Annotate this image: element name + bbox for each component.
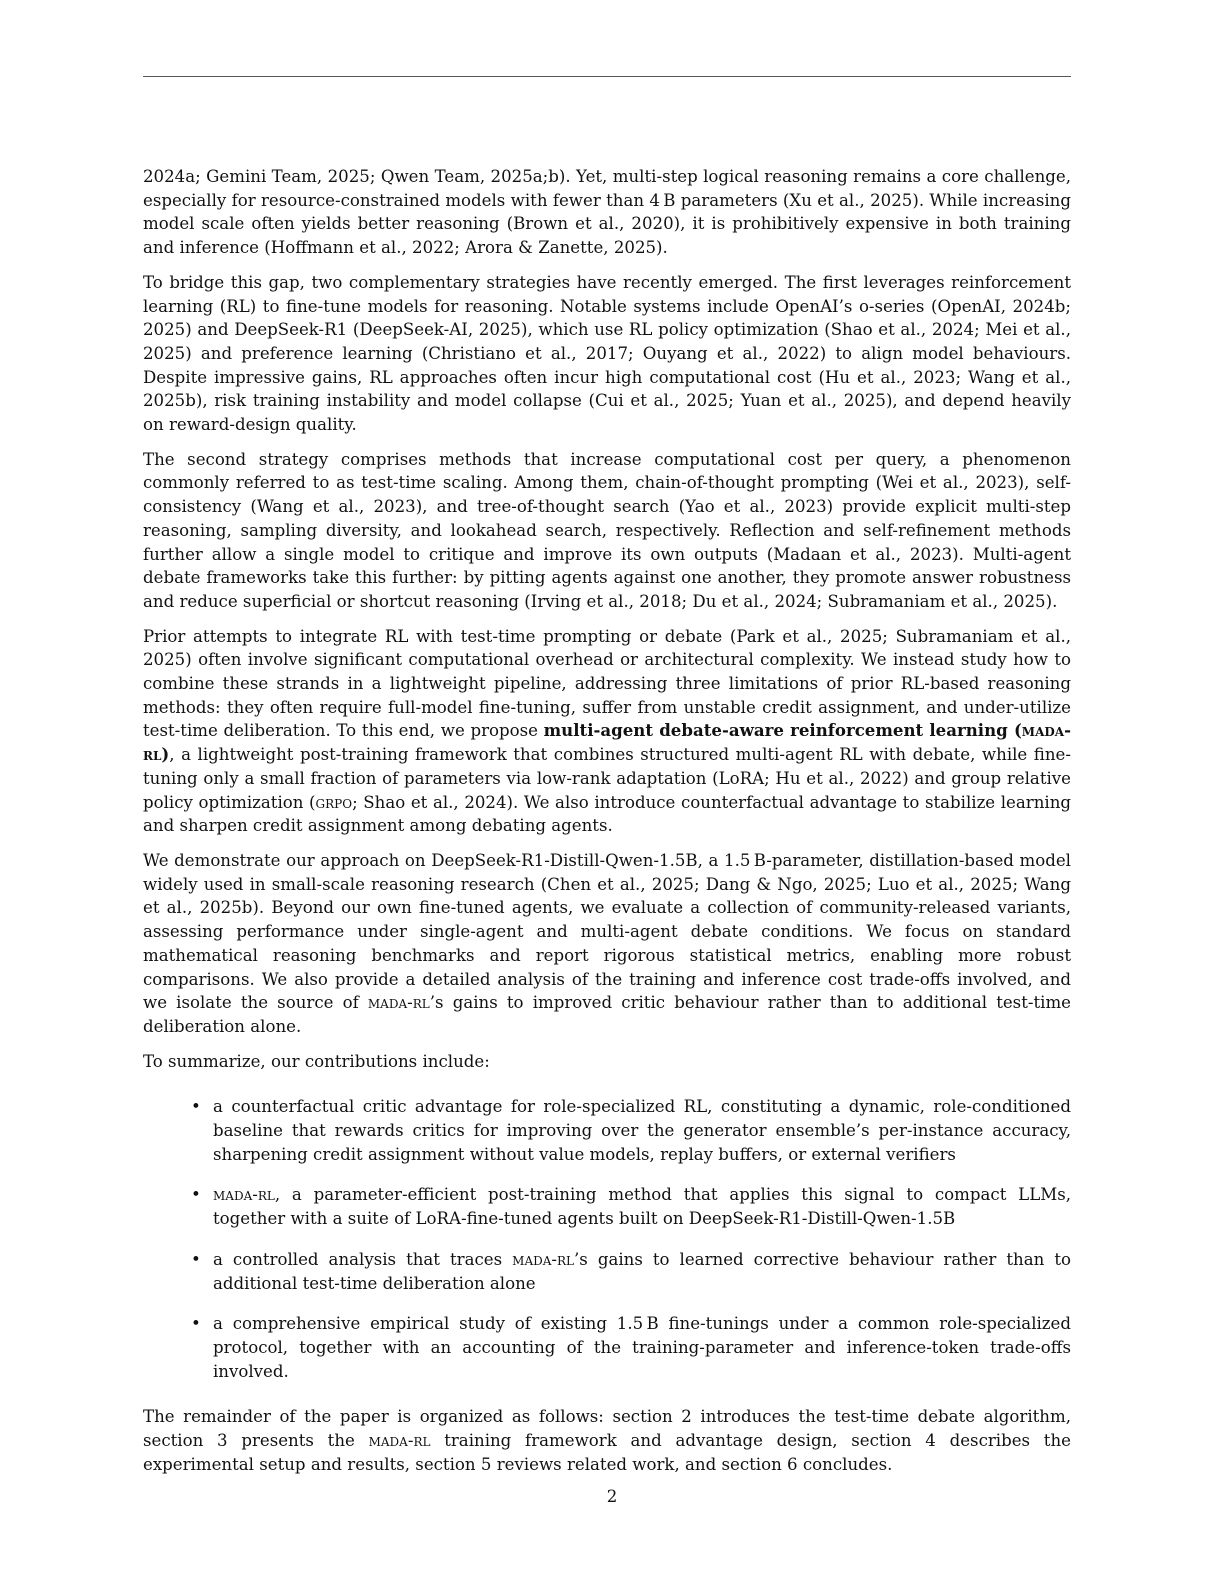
text-run: a controlled analysis that traces bbox=[213, 1249, 513, 1269]
paragraph-2 bbox=[143, 271, 1071, 437]
paragraph-4 bbox=[143, 625, 1071, 838]
header-rule bbox=[143, 76, 1071, 77]
text-run: To summarize, our contributions include: bbox=[143, 1051, 490, 1071]
text-run: To bridge this gap, two complementary strategies have recently emerged. The first leverages reinforcement learning (RL) to fine-tune models for reasoning. Notable systems include OpenAI’s o-series (OpenAI, 2024b; 2025) and DeepSeek-R1 (DeepSeek-AI, 2025), which use RL policy optimization (Shao et al., 2024; Mei et al., 2025) and preference learning (Christiano et al., 2017; Ouyang et al., 2022) to align model behaviours. Despite impressive gains, RL approaches often incur high computational cost (Hu et al., 2023; Wang et al., 2025b), risk training instability and model collapse (Cui et al., 2025; Yuan et al., 2025), and depend heavily on reward-design quality. bbox=[143, 272, 1071, 435]
closing-paragraph bbox=[143, 1405, 1071, 1476]
list-item bbox=[213, 1312, 1071, 1383]
list-item bbox=[213, 1248, 1071, 1295]
paragraph-3 bbox=[143, 448, 1071, 614]
text-run: The second strategy comprises methods that increase computational cost per query, a phenomenon commonly referred to as test-time scaling. Among them, chain-of-thought prompting (Wei et al., 2023), self-consistency (Wang et al., 2023), and tree-of-thought search (Yao et al., 2023) provide explicit multi-step reasoning, sampling diversity, and lookahead search, respectively. Reflection and self-refinement methods further allow a single model to critique and improve its own outputs (Madaan et al., 2023). Multi-agent debate frameworks take this further: by pitting agents against one another, they promote answer robustness and reduce superficial or shortcut reasoning (Irving et al., 2018; Du et al., 2024; Subramaniam et al., 2025). bbox=[143, 449, 1071, 611]
contributions-list bbox=[143, 1095, 1071, 1383]
text-run: , a lightweight post-training framework that combines structured multi-agent RL with debate, while fine-tuning only a small fraction of parameters via low-rank adaptation (LoRA; Hu et al., 2022) and group relative policy optimization ( bbox=[143, 745, 1071, 812]
text-run: mada-rl bbox=[143, 720, 1071, 765]
text-run: multi-agent debate-aware reinforcement learning ( bbox=[543, 720, 1022, 741]
body-text bbox=[143, 165, 1071, 1487]
text-run: a comprehensive empirical study of existing 1.5 B fine-tunings under a common role-specialized protocol, together with an accounting of the training-parameter and inference-token trade-offs involved. bbox=[213, 1314, 1071, 1381]
text-run: mada-rl bbox=[368, 1431, 431, 1451]
text-run: mada-rl bbox=[213, 1185, 275, 1205]
text-run: ; Shao et al., 2024). We also introduce counterfactual advantage to stabilize learning and sharpen credit assignment among debating agents. bbox=[143, 792, 1072, 836]
page-number: 2 bbox=[606, 1487, 618, 1506]
text-run: We demonstrate our approach on DeepSeek-R1-Distill-Qwen-1.5B, a 1.5 B-parameter, distillation-based model widely used in small-scale reasoning research (Chen et al., 2025; Dang & Ngo, 2025; Luo et al., 2025; Wang et al., 2025b). Beyond our own fine-tuned agents, we evaluate a collection of community-released variants, assessing performance under single-agent and multi-agent debate conditions. We focus on standard mathematical reasoning benchmarks and report rigorous statistical metrics, enabling more robust comparisons. We also provide a detailed analysis of the training and inference cost trade-offs involved, and we isolate the source of bbox=[143, 850, 1071, 1013]
list-item bbox=[213, 1095, 1071, 1166]
text-run: training framework and advantage design, section 4 describes the experimental setup and results, section 5 reviews related work, and section 6 concludes. bbox=[143, 1431, 1071, 1474]
text-run: a counterfactual critic advantage for role-specialized RL, constituting a dynamic, role-conditioned baseline that rewards critics for improving over the generator ensemble’s per-instance accuracy, sharpening credit assignment without value models, replay buffers, or external verifiers bbox=[213, 1097, 1071, 1164]
text-run: ’s gains to learned corrective behaviour rather than to additional test-time deliberation alone bbox=[213, 1249, 1072, 1293]
text-run: mada-rl bbox=[367, 993, 430, 1013]
paragraph-1 bbox=[143, 165, 1071, 260]
text-run: ’s gains to improved critic behaviour rather than to additional test-time deliberation alone. bbox=[143, 993, 1071, 1036]
text-run: The remainder of the paper is organized as follows: section 2 introduces the test-time debate algorithm, section 3 presents the bbox=[143, 1407, 1071, 1451]
list-item bbox=[213, 1183, 1071, 1230]
text-run: Prior attempts to integrate RL with test-time prompting or debate (Park et al., 2025; Subramaniam et al., 2025) often involve significant computational overhead or architectural complexity. We instead study how to combine these strands in a lightweight pipeline, addressing three limitations of prior RL-based reasoning methods: they often require full-model fine-tuning, suffer from unstable credit assignment, and under-utilize test-time deliberation. To this end, we propose bbox=[143, 626, 1071, 741]
paragraph-6 bbox=[143, 1050, 1071, 1074]
paragraph-5 bbox=[143, 849, 1071, 1039]
text-run: 2024a; Gemini Team, 2025; Qwen Team, 2025a;b). Yet, multi-step logical reasoning remains a core challenge, especially for resource-constrained models with fewer than 4 B parameters (Xu et al., 2025). While increasing model scale often yields better reasoning (Brown et al., 2020), it is prohibitively expensive in both training and inference (Hoffmann et al., 2022; Arora & Zanette, 2025). bbox=[143, 167, 1071, 258]
text-run: grpo bbox=[315, 792, 353, 812]
text-run: mada-rl bbox=[512, 1249, 575, 1269]
text-run: ) bbox=[161, 744, 170, 765]
text-run: , a parameter-efficient post-training method that applies this signal to compact LLMs, together with a suite of LoRA-fine-tuned agents built on DeepSeek-R1-Distill-Qwen-1.5B bbox=[213, 1185, 1071, 1229]
